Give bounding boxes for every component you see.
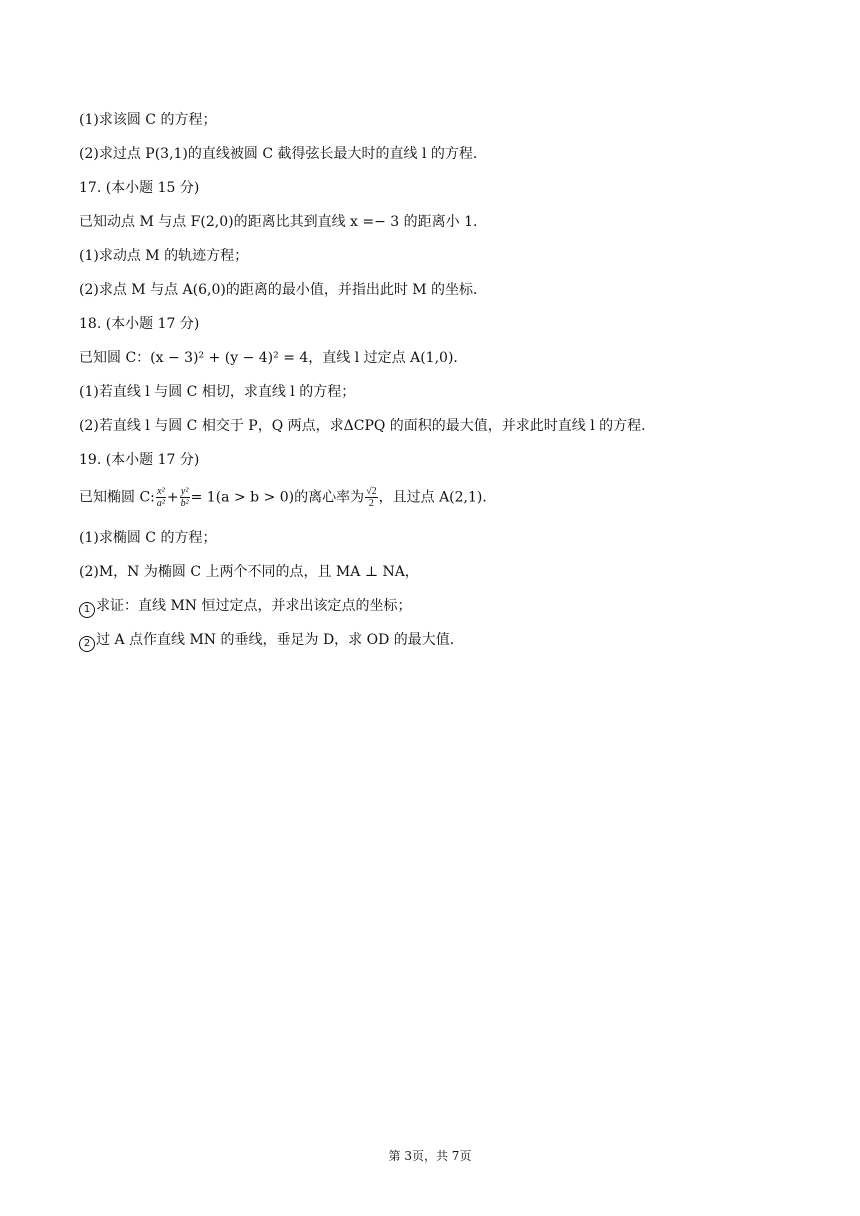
- fraction-denominator: b²: [180, 498, 189, 509]
- q17-part2: (2)求点 M 与点 A(6,0)的距离的最小值，并指出此时 M 的坐标．: [79, 282, 488, 298]
- fraction-denominator: a²: [156, 498, 165, 509]
- q19-sub2-text: 过 A 点作直线 MN 的垂线，垂足为 D，求 OD 的最大值．: [96, 632, 464, 648]
- q18-stem: 已知圆 C：(x − 3)² + (y − 4)² = 4，直线 l 过定点 A(1,0)．: [79, 350, 468, 366]
- q19-sub1-text: 求证：直线 MN 恒过定点，并求出该定点的坐标；: [96, 598, 412, 614]
- q16-part1: (1)求该圆 C 的方程；: [79, 112, 217, 128]
- q17-part1: (1)求动点 M 的轨迹方程；: [79, 248, 249, 264]
- fraction-numerator: y²: [180, 486, 189, 497]
- fraction-denominator: 2: [368, 498, 374, 509]
- plus-sign: +: [166, 489, 179, 506]
- fraction-sqrt2-2: [365, 486, 378, 509]
- fraction-x2-a2: [156, 486, 166, 509]
- q18-part2: (2)若直线 l 与圆 C 相交于 P，Q 两点，求ΔCPQ 的面积的最大值，并求此时直线 l 的方程．: [79, 418, 656, 434]
- q19-part2: (2)M，N 为椭圆 C 上两个不同的点，且 MA ⊥ NA，: [79, 564, 419, 580]
- q19-part2-sub1: [79, 596, 411, 618]
- q19-stem: [79, 486, 496, 509]
- q18-heading: 18. (本小题 17 分): [79, 316, 200, 332]
- q19-heading: 19. (本小题 17 分): [79, 452, 200, 468]
- page-footer: 第 3页，共 7页: [388, 1149, 472, 1163]
- q16-part2: (2)求过点 P(3,1)的直线被圆 C 截得弦长最大时的直线 l 的方程．: [79, 146, 487, 162]
- fraction-numerator: x²: [157, 486, 165, 497]
- q19-part1: (1)求椭圆 C 的方程；: [79, 530, 217, 546]
- q19-stem-text-c: ，且过点 A(2,1)．: [378, 489, 497, 506]
- q17-heading: 17. (本小题 15 分): [79, 180, 200, 196]
- fraction-numerator: √2: [366, 486, 377, 497]
- circled-number-2: 2: [79, 636, 95, 652]
- q19-part2-sub2: [79, 630, 464, 652]
- q17-stem: 已知动点 M 与点 F(2,0)的距离比其到直线 x =− 3 的距离小 1．: [79, 214, 488, 230]
- fraction-y2-b2: [180, 486, 190, 509]
- q19-stem-text-b: = 1(a > b > 0)的离心率为: [190, 489, 365, 506]
- q19-stem-text-a: 已知椭圆 C:: [79, 489, 155, 506]
- q18-part1: (1)若直线 l 与圆 C 相切，求直线 l 的方程；: [79, 384, 356, 400]
- circled-number-1: 1: [79, 602, 95, 618]
